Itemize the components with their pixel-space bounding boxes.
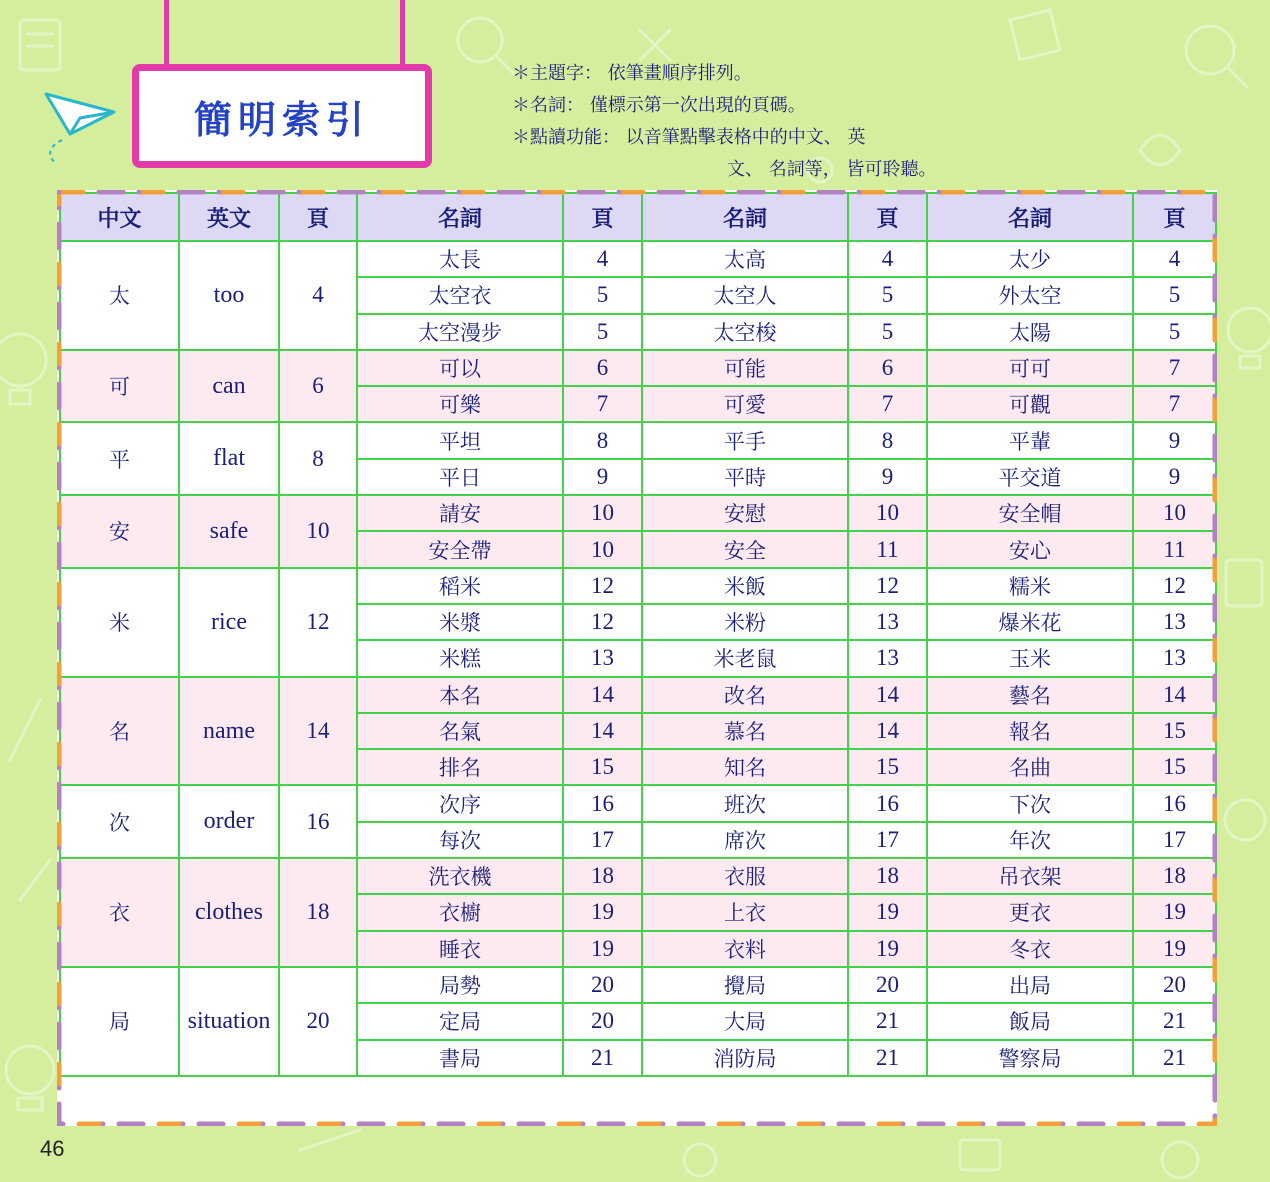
noun-page-cell: 20 xyxy=(848,967,927,1003)
index-notes xyxy=(512,58,1232,186)
noun-cell[interactable]: 可可 xyxy=(927,350,1133,386)
noun-page-cell: 13 xyxy=(1133,640,1216,676)
noun-cell[interactable]: 外太空 xyxy=(927,277,1133,313)
noun-cell[interactable]: 衣服 xyxy=(642,858,848,894)
noun-cell[interactable]: 安全帶 xyxy=(357,531,563,567)
topic-page-cell[interactable]: 4 xyxy=(279,241,357,350)
noun-page-cell: 9 xyxy=(1133,459,1216,495)
topic-page-cell[interactable]: 16 xyxy=(279,785,357,858)
sign-string-right xyxy=(400,0,405,70)
noun-page-cell: 15 xyxy=(1133,713,1216,749)
topic-page-cell[interactable]: 14 xyxy=(279,677,357,786)
topic-chinese-cell[interactable]: 局 xyxy=(60,967,179,1076)
topic-english-cell[interactable]: flat xyxy=(179,422,279,495)
noun-cell[interactable]: 藝名 xyxy=(927,677,1133,713)
topic-page-cell[interactable]: 10 xyxy=(279,495,357,568)
noun-page-cell: 12 xyxy=(1133,568,1216,604)
noun-cell[interactable]: 席次 xyxy=(642,822,848,858)
noun-page-cell: 5 xyxy=(563,277,642,313)
topic-english-cell[interactable]: situation xyxy=(179,967,279,1076)
index-table-frame xyxy=(57,190,1217,1126)
noun-page-cell: 14 xyxy=(1133,677,1216,713)
noun-cell[interactable]: 局勢 xyxy=(357,967,563,1003)
topic-chinese-cell[interactable]: 太 xyxy=(60,241,179,350)
noun-cell[interactable]: 糯米 xyxy=(927,568,1133,604)
noun-cell[interactable]: 平日 xyxy=(357,459,563,495)
topic-page-cell[interactable]: 6 xyxy=(279,350,357,423)
noun-page-cell: 9 xyxy=(563,459,642,495)
noun-page-cell: 15 xyxy=(1133,749,1216,785)
noun-cell[interactable]: 平坦 xyxy=(357,422,563,458)
topic-chinese-cell[interactable]: 安 xyxy=(60,495,179,568)
noun-cell[interactable]: 名氣 xyxy=(357,713,563,749)
topic-chinese-cell[interactable]: 可 xyxy=(60,350,179,423)
header-noun-3: 名詞 xyxy=(927,193,1133,241)
noun-cell[interactable]: 太長 xyxy=(357,241,563,277)
noun-page-cell: 4 xyxy=(563,241,642,277)
page-title: 簡明索引 xyxy=(193,97,370,142)
noun-cell[interactable]: 下次 xyxy=(927,785,1133,821)
note-audio-pen-continued: 文、 名詞等， 皆可聆聽。 xyxy=(727,159,937,180)
noun-page-cell: 19 xyxy=(848,931,927,967)
noun-page-cell: 21 xyxy=(848,1040,927,1076)
topic-chinese-cell[interactable]: 名 xyxy=(60,677,179,786)
noun-cell[interactable]: 米漿 xyxy=(357,604,563,640)
noun-cell[interactable]: 知名 xyxy=(642,749,848,785)
noun-page-cell: 12 xyxy=(563,568,642,604)
noun-cell[interactable]: 大局 xyxy=(642,1003,848,1039)
noun-cell[interactable]: 上衣 xyxy=(642,894,848,930)
topic-page-cell[interactable]: 18 xyxy=(279,858,357,967)
header-page-2: 頁 xyxy=(848,193,927,241)
noun-cell[interactable]: 平輩 xyxy=(927,422,1133,458)
noun-page-cell: 16 xyxy=(563,785,642,821)
noun-cell[interactable]: 可觀 xyxy=(927,386,1133,422)
page-number: 46 xyxy=(40,1136,65,1161)
noun-cell[interactable]: 安心 xyxy=(927,531,1133,567)
sign-string-left xyxy=(164,0,169,70)
topic-page-cell[interactable]: 12 xyxy=(279,568,357,677)
noun-cell[interactable]: 書局 xyxy=(357,1040,563,1076)
noun-cell[interactable]: 可以 xyxy=(357,350,563,386)
noun-cell[interactable]: 太空梭 xyxy=(642,314,848,350)
noun-page-cell: 9 xyxy=(1133,422,1216,458)
header-page-3: 頁 xyxy=(1133,193,1216,241)
noun-page-cell: 21 xyxy=(1133,1040,1216,1076)
noun-page-cell: 7 xyxy=(848,386,927,422)
noun-cell[interactable]: 飯局 xyxy=(927,1003,1133,1039)
noun-page-cell: 21 xyxy=(563,1040,642,1076)
header-noun-2: 名詞 xyxy=(642,193,848,241)
noun-page-cell: 20 xyxy=(563,1003,642,1039)
noun-cell[interactable]: 警察局 xyxy=(927,1040,1133,1076)
noun-page-cell: 19 xyxy=(1133,894,1216,930)
topic-chinese-cell[interactable]: 次 xyxy=(60,785,179,858)
noun-page-cell: 7 xyxy=(1133,350,1216,386)
noun-page-cell: 8 xyxy=(563,422,642,458)
noun-page-cell: 16 xyxy=(848,785,927,821)
topic-chinese-cell[interactable]: 米 xyxy=(60,568,179,677)
noun-cell[interactable]: 請安 xyxy=(357,495,563,531)
noun-cell[interactable]: 洗衣機 xyxy=(357,858,563,894)
noun-cell[interactable]: 衣櫥 xyxy=(357,894,563,930)
header-english: 英文 xyxy=(179,193,279,241)
noun-page-cell: 5 xyxy=(1133,277,1216,313)
topic-english-cell[interactable]: can xyxy=(179,350,279,423)
noun-cell[interactable]: 米飯 xyxy=(642,568,848,604)
topic-page-cell[interactable]: 8 xyxy=(279,422,357,495)
noun-cell[interactable]: 每次 xyxy=(357,822,563,858)
noun-cell[interactable]: 名曲 xyxy=(927,749,1133,785)
noun-page-cell: 10 xyxy=(1133,495,1216,531)
noun-cell[interactable]: 改名 xyxy=(642,677,848,713)
noun-cell[interactable]: 班次 xyxy=(642,785,848,821)
note-noun-first-page: ＊名詞： 僅標示第一次出現的頁碼。 xyxy=(512,95,806,116)
noun-cell[interactable]: 可能 xyxy=(642,350,848,386)
noun-cell[interactable]: 排名 xyxy=(357,749,563,785)
noun-page-cell: 6 xyxy=(848,350,927,386)
noun-page-cell: 12 xyxy=(563,604,642,640)
noun-page-cell: 5 xyxy=(848,277,927,313)
noun-page-cell: 13 xyxy=(563,640,642,676)
noun-page-cell: 11 xyxy=(1133,531,1216,567)
noun-cell[interactable]: 攪局 xyxy=(642,967,848,1003)
noun-cell[interactable]: 平交道 xyxy=(927,459,1133,495)
noun-page-cell: 8 xyxy=(848,422,927,458)
noun-cell[interactable]: 安全 xyxy=(642,531,848,567)
topic-english-cell[interactable]: clothes xyxy=(179,858,279,967)
noun-page-cell: 21 xyxy=(848,1003,927,1039)
paper-plane-icon xyxy=(40,82,120,162)
noun-cell[interactable]: 定局 xyxy=(357,1003,563,1039)
topic-english-cell[interactable]: rice xyxy=(179,568,279,677)
topic-english-cell[interactable]: too xyxy=(179,241,279,350)
noun-page-cell: 11 xyxy=(848,531,927,567)
noun-page-cell: 21 xyxy=(1133,1003,1216,1039)
noun-page-cell: 14 xyxy=(563,713,642,749)
noun-cell[interactable]: 慕名 xyxy=(642,713,848,749)
header-page-1: 頁 xyxy=(563,193,642,241)
noun-cell[interactable]: 太高 xyxy=(642,241,848,277)
noun-cell[interactable]: 出局 xyxy=(927,967,1133,1003)
noun-cell[interactable]: 米老鼠 xyxy=(642,640,848,676)
noun-page-cell: 19 xyxy=(848,894,927,930)
noun-cell[interactable]: 吊衣架 xyxy=(927,858,1133,894)
noun-page-cell: 13 xyxy=(848,604,927,640)
topic-chinese-cell[interactable]: 平 xyxy=(60,422,179,495)
noun-page-cell: 14 xyxy=(848,713,927,749)
note-topic-order: ＊主題字： 依筆畫順序排列。 xyxy=(512,63,752,84)
title-sign xyxy=(132,64,432,168)
noun-cell[interactable]: 衣料 xyxy=(642,931,848,967)
noun-page-cell: 17 xyxy=(563,822,642,858)
noun-page-cell: 14 xyxy=(848,677,927,713)
noun-cell[interactable]: 米粉 xyxy=(642,604,848,640)
noun-page-cell: 20 xyxy=(1133,967,1216,1003)
noun-cell[interactable]: 太空人 xyxy=(642,277,848,313)
noun-page-cell: 20 xyxy=(563,967,642,1003)
noun-page-cell: 10 xyxy=(563,495,642,531)
noun-page-cell: 5 xyxy=(848,314,927,350)
noun-page-cell: 5 xyxy=(563,314,642,350)
noun-cell[interactable]: 安全帽 xyxy=(927,495,1133,531)
noun-cell[interactable]: 冬衣 xyxy=(927,931,1133,967)
noun-page-cell: 15 xyxy=(563,749,642,785)
noun-cell[interactable]: 年次 xyxy=(927,822,1133,858)
noun-page-cell: 13 xyxy=(1133,604,1216,640)
noun-page-cell: 14 xyxy=(563,677,642,713)
noun-page-cell: 17 xyxy=(848,822,927,858)
noun-page-cell: 15 xyxy=(848,749,927,785)
topic-english-cell[interactable]: order xyxy=(179,785,279,858)
noun-page-cell: 18 xyxy=(563,858,642,894)
noun-cell[interactable]: 稻米 xyxy=(357,568,563,604)
noun-cell[interactable]: 太空漫步 xyxy=(357,314,563,350)
noun-cell[interactable]: 安慰 xyxy=(642,495,848,531)
noun-page-cell: 10 xyxy=(563,531,642,567)
noun-cell[interactable]: 太陽 xyxy=(927,314,1133,350)
noun-page-cell: 9 xyxy=(848,459,927,495)
noun-cell[interactable]: 太空衣 xyxy=(357,277,563,313)
noun-page-cell: 4 xyxy=(848,241,927,277)
noun-cell[interactable]: 本名 xyxy=(357,677,563,713)
noun-page-cell: 7 xyxy=(1133,386,1216,422)
noun-cell[interactable]: 睡衣 xyxy=(357,931,563,967)
topic-page-cell[interactable]: 20 xyxy=(279,967,357,1076)
noun-page-cell: 4 xyxy=(1133,241,1216,277)
noun-cell[interactable]: 可樂 xyxy=(357,386,563,422)
noun-page-cell: 10 xyxy=(848,495,927,531)
noun-page-cell: 12 xyxy=(848,568,927,604)
noun-page-cell: 19 xyxy=(563,931,642,967)
header-page: 頁 xyxy=(279,193,357,241)
note-audio-pen: ＊點讀功能： 以音筆點擊表格中的中文、 英 xyxy=(512,127,866,148)
noun-cell[interactable]: 爆米花 xyxy=(927,604,1133,640)
noun-page-cell: 16 xyxy=(1133,785,1216,821)
noun-page-cell: 7 xyxy=(563,386,642,422)
noun-page-cell: 5 xyxy=(1133,314,1216,350)
header-noun-1: 名詞 xyxy=(357,193,563,241)
noun-cell[interactable]: 次序 xyxy=(357,785,563,821)
noun-cell[interactable]: 報名 xyxy=(927,713,1133,749)
noun-page-cell: 19 xyxy=(563,894,642,930)
noun-page-cell: 13 xyxy=(848,640,927,676)
noun-cell[interactable]: 太少 xyxy=(927,241,1133,277)
noun-cell[interactable]: 消防局 xyxy=(642,1040,848,1076)
noun-cell[interactable]: 米糕 xyxy=(357,640,563,676)
noun-cell[interactable]: 可愛 xyxy=(642,386,848,422)
noun-page-cell: 6 xyxy=(563,350,642,386)
noun-page-cell: 18 xyxy=(848,858,927,894)
noun-cell[interactable]: 更衣 xyxy=(927,894,1133,930)
topic-english-cell[interactable]: name xyxy=(179,677,279,786)
header-chinese: 中文 xyxy=(60,193,179,241)
noun-cell[interactable]: 平時 xyxy=(642,459,848,495)
topic-english-cell[interactable]: safe xyxy=(179,495,279,568)
noun-page-cell: 17 xyxy=(1133,822,1216,858)
noun-page-cell: 19 xyxy=(1133,931,1216,967)
topic-chinese-cell[interactable]: 衣 xyxy=(60,858,179,967)
noun-page-cell: 18 xyxy=(1133,858,1216,894)
noun-cell[interactable]: 平手 xyxy=(642,422,848,458)
noun-cell[interactable]: 玉米 xyxy=(927,640,1133,676)
dashed-border xyxy=(57,190,1217,1126)
